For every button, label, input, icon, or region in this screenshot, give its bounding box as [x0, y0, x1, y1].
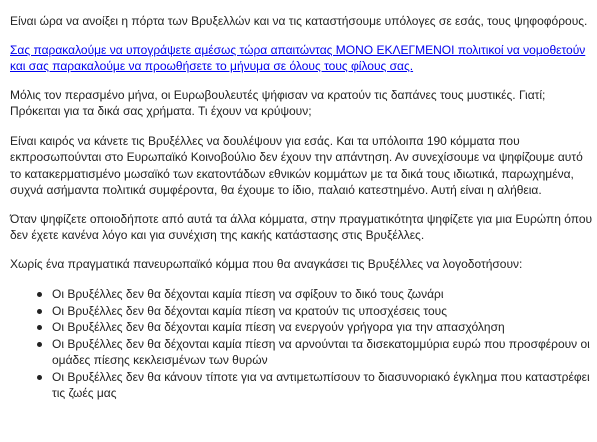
list-item: [10, 286, 594, 303]
bullet-dot-icon: [37, 309, 42, 314]
without-party-paragraph: Χωρίς ένα πραγματικά πανευρωπαϊκό κόμμα που θα αναγκάσει τις Βρυξέλλες να λογοδοτήσουν:: [10, 256, 523, 271]
list-item: [10, 319, 594, 336]
sign-petition-link[interactable]: Σας παρακαλούμε να υπογράψετε αμέσως τώρα απαιτώντας ΜΟΝΟ ΕΚΛΕΓΜΕΝΟΙ πολιτικοί να νομοθετούν και σας παρακαλούμε να προωθήσετε το μήνυμα σε όλους τους φίλους σας.: [10, 42, 586, 73]
list-item-text: Οι Βρυξέλλες δεν θα δέχονται καμία πίεση να ενεργούν γρήγορα για την απασχόληση: [52, 320, 505, 334]
list-item-text: Οι Βρυξέλλες δεν θα κάνουν τίποτε για να αντιμετωπίσουν το διασυνοριακό έγκλημα που καταστρέφει τις ζωές μας: [52, 369, 590, 400]
document-body: [10, 13, 594, 402]
bullet-dot-icon: [37, 292, 42, 297]
expenses-paragraph: Μόλις τον περασμένο μήνα, οι Ευρωβουλευτές ψήφισαν να κρατούν τις δαπάνες τους μυστικές. Γιατί; Πρόκειται για τα δικά σας χρήματα. Τι έχουν να κρύψουν;: [10, 87, 546, 118]
list-item-text: Οι Βρυξέλλες δεν θα δέχονται καμία πίεση να αρνούνται τα δισεκατομμύρια ευρώ που προσφέρουν οι ομάδες πίεσης κεκλεισμένων των θυρών: [52, 336, 590, 367]
intro-paragraph: Είναι ώρα να ανοίξει η πόρτα των Βρυξελλών και να τις καταστήσουμε υπόλογες σε εσάς, τους ψηφοφόρους.: [10, 14, 588, 28]
list-item: [10, 336, 594, 369]
list-item-text: Οι Βρυξέλλες δεν θα δέχονται καμία πίεση να σφίξουν το δικό τους ζωνάρι: [52, 287, 444, 301]
consequences-list: [10, 286, 594, 402]
voting-paragraph: Όταν ψηφίζετε οποιοδήποτε από αυτά τα άλλα κόμματα, στην πραγματικότητα ψηφίζετε για μια Ευρώπη όπου δεν έχετε κανένα λόγο και για συνέχιση της κακής κατάστασης στις Βρυξέλλες.: [10, 211, 593, 242]
petition-link-paragraph: [10, 42, 594, 75]
list-item: [10, 303, 594, 320]
bullet-dot-icon: [37, 325, 42, 330]
bullet-dot-icon: [37, 342, 42, 347]
list-item: [10, 369, 594, 402]
list-item-text: Οι Βρυξέλλες δεν θα δέχονται καμία πίεση να κρατούν τις υποσχέσεις τους: [52, 303, 447, 318]
bullet-dot-icon: [37, 375, 42, 380]
time-to-act-paragraph: Είναι καιρός να κάνετε τις Βρυξέλλες να δουλέψουν για εσάς. Και τα υπόλοιπα 190 κόμματα που εκπροσωπούνται στο Ευρωπαϊκό Κοινοβούλιο δεν έχουν την απάντηση. Αν συνεχίσουμε να ψηφίζουμε αυτό το κατακερματισμένο μωσαϊκό των εκατοντάδων εθνικών κομμάτων με τα δικά τους ιδιωτικά, παρωχημένα, συχνά ασήμαντα πολιτικά συμφέροντα, θα έχουμε το ίδιο, παλαιό κατεστημένο. Αυτή είναι η αλήθεια.: [10, 133, 583, 197]
